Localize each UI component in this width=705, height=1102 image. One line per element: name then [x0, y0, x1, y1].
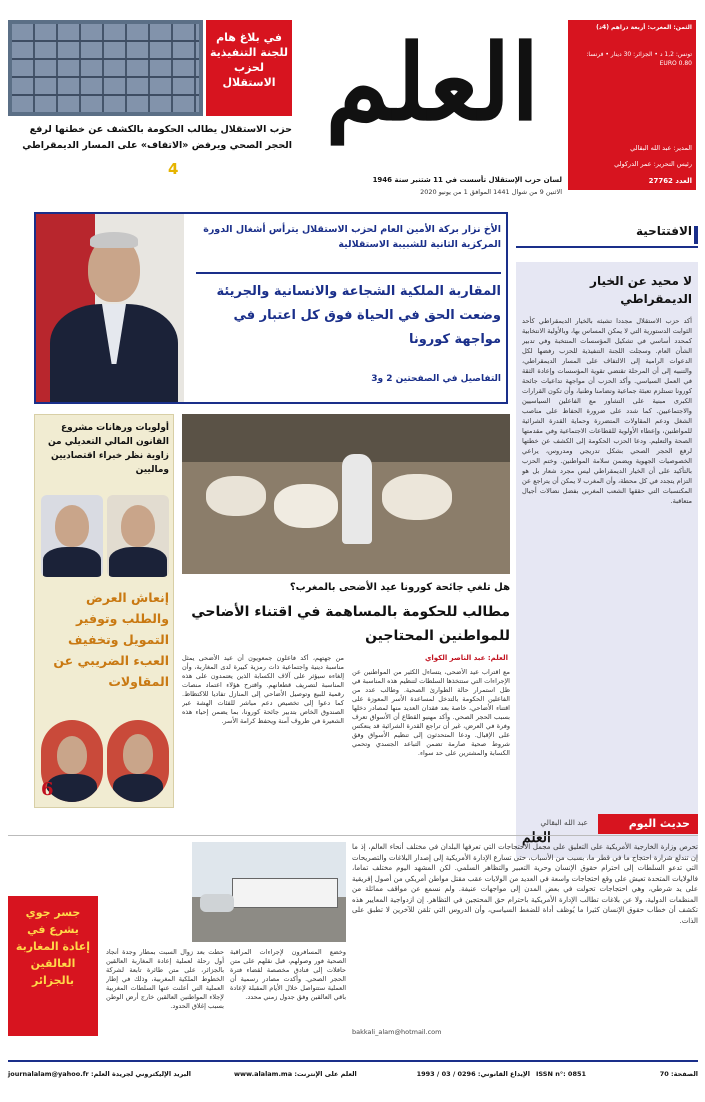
- bus: [232, 878, 338, 908]
- editorial-tab: [694, 226, 698, 244]
- finance-photo-pair: [41, 495, 169, 577]
- sheep-2: [274, 484, 338, 528]
- sheep-body-left: من جهتهم، أكد فاعلون جمعويون أن عيد الأضحى يمثل مناسبة دينية واجتماعية ذات رمزية كبيرة لدى المغاربة، وأن إلغاءه سيؤثر على آلاف الكسابة الذين يعتمدون على هذه المناسبة لتصريف قطعانهم. واقترح هؤلاء اعتماد منصات رقمية للبيع وتوصيل الأضاحي إلى المنازل تفاديا للاكتظاظ. كما دعوا إلى تخصيص دعم مباشر للفئات الهشة عبر الصندوق الخاص بتدبير جائحة كورونا، بما يضمن إحياء هذه الشعيرة في ظروف آمنة ويحفظ كرامة الأسر.: [182, 654, 344, 725]
- bus-photo: [192, 842, 346, 942]
- face: [57, 736, 87, 774]
- tagline: لسان حزب الإستقلال تأسست في 11 شتنبر سنة 1946: [372, 176, 562, 184]
- teaser-badge-text: في بلاغ هام للجنة التنفيذية لحزب الاستقلال: [210, 31, 288, 89]
- column-label: حديث اليوم: [598, 814, 698, 834]
- face: [123, 734, 153, 774]
- lead-kicker: الأخ نزار بركة الأمين العام لحزب الاستقلال يترأس أشغال الدورة المركزية الثانية للشبيبة الاستقلالية: [203, 224, 501, 250]
- finance-page-number: 6: [41, 779, 54, 800]
- portrait-bottom-right: [107, 720, 169, 802]
- sheep-body-right: مع اقتراب عيد الأضحى، يتساءل الكثير من المواطنين عن الإجراءات التي ستتخذها السلطات لتنظيم هذه المناسبة في ظل استمرار حالة الطوارئ الصحية. وطالب عدد من الفاعلين الحكومة بالتدخل لمساعدة الأسر المعوزة على اقتناء الأضاحي، خاصة بعد فقدان العديد منها لمصادر دخلها بسبب الحجر الصحي. وأكد مهنيو القطاع أن الأسواق تعرف وفرة في العرض، غير أن تراجع القدرة الشرائية قد ينعكس على الإقبال. ودعا المتحدثون إلى تنظيم الأسواق وفق شروط صحية صارمة تضمن التباعد الجسدي وتحمي الكسابة والمشترين على حد سواء.: [352, 668, 510, 757]
- sheep-3: [382, 474, 452, 520]
- lead-headline: المقاربة الملكية الشجاعة والانسانية والجريئة وضعت الحق في الحياة فوق كل اعتبار في مواجهة كورونا: [216, 284, 501, 347]
- suit: [47, 774, 97, 802]
- finance-subhead: إنعاش العرض والطلب وتوفير التمويل وتخفيف العبء الضريبي عن المقاولات: [53, 590, 169, 689]
- column: [8, 812, 698, 1042]
- sheep-story: [182, 414, 510, 808]
- shepherd: [342, 454, 372, 544]
- column-author: عبد الله البقالي: [540, 818, 588, 827]
- sheep-byline: العلم: عبد الناصر الكواي: [424, 654, 508, 662]
- portrait-left: [41, 495, 103, 577]
- price-panel: [568, 20, 696, 190]
- issue-label: العدد 27762: [648, 177, 692, 185]
- teaser-block: [8, 20, 293, 180]
- column-header: [8, 812, 698, 836]
- lead-pages-ref: التفاصيل في الصفحتين 2 و3: [371, 374, 501, 384]
- face: [55, 505, 89, 547]
- date-line: الاثنين 9 من شوال 1441 الموافق 1 من يونيو 2020: [420, 188, 562, 196]
- footer-page: الصفحة: 70: [659, 1070, 698, 1078]
- finance-headline: أولويات ورهانات مشروع القانون المالي التعديلي من زاوية نظر خبراء اقتصاديين وماليين: [47, 423, 169, 475]
- editorial-section-header: [516, 220, 698, 248]
- footer-issn: ISSN n°: 0851: [536, 1070, 587, 1078]
- airlift-box: [8, 896, 98, 1036]
- lead-divider: [196, 272, 501, 274]
- masthead: [0, 0, 705, 212]
- footer-website: العلم على الإنترنت: www.alalam.ma: [234, 1070, 357, 1078]
- car: [200, 894, 234, 912]
- footer-email: البريد الإليكتروني لجريدة العلم: journalalam@yahoo.fr: [8, 1070, 191, 1078]
- footer-legal: الإيداع القانوني: 0296 / 03 / 1993: [416, 1070, 530, 1078]
- finance-box: [34, 414, 174, 808]
- editorial-box: [516, 262, 698, 858]
- teaser-headline: حزب الاستقلال يطالب الحكومة بالكشف عن خطتها لرفع الحجر الصحي ويرفض «الاتفاف» على المسار الديمقراطي: [22, 124, 292, 151]
- airlift-body-right: حطت بعد زوال السبت بمطار وجدة أنجاد أول رحلة لعملية إعادة المغاربة العالقين بالجزائر، على متن طائرة تابعة لشركة الخطوط الملكية المغربية، وذلك في إطار العملية التي أعلنت عنها السلطات المغربية لإجلاء المواطنين العالقين خارج أرض الوطن بسبب إغلاق الحدود.: [106, 948, 224, 1010]
- column-body: تحرص وزارة الخارجية الأمريكية على التعليق على مجمل الاحتجاجات التي تعرفها البلدان في مختلف أنحاء العالم، إذ ما إن تندلع شرارة احتجاج ما في قطر ما، بسبب من الأسباب، حتى تسارع الإدارة الأمريكية إلى إصدار البلاغات والتصريحات التي تدعو السلطات إلى احترام حقوق الإنسان وحرية التعبير والتظاهر السلمي. لكن المشهد اليوم مختلف تماما، فالولايات المتحدة تعيش على وقع احتجاجات واسعة في العديد من الولايات عقب مقتل مواطن أمريكي من أصول إفريقية على يد شرطي، وهي احتجاجات تحولت في بعض المدن إلى مواجهات عنيفة. ولم نسمع عن مواقف مماثلة من المنظمات الدولية، ولا عن بلاغات تطالب الإدارة الأمريكية باحترام حق المحتجين في التظاهر. إن ازدواجية المعايير هذه تكشف أن خطاب حقوق الإنسان كثيرا ما يُوظف أداة للضغط السياسي، وأن الدروس التي تلقن للآخرين لا تطبق على الذات.: [352, 843, 698, 925]
- video-grid-rows: [12, 24, 199, 112]
- portrait-right: [107, 495, 169, 577]
- editorial: [516, 220, 698, 860]
- column-email: bakkali_alam@hotmail.com: [352, 1028, 442, 1036]
- editorial-signature-logo: العلم: [522, 830, 551, 846]
- video-conference-photo: [8, 20, 203, 116]
- sheep-photo: [182, 414, 510, 574]
- teaser-badge: [206, 20, 292, 116]
- editorial-title: لا محيد عن الخيار الديمقراطي: [590, 274, 692, 306]
- suit: [113, 774, 163, 802]
- sheep-headline: مطالب للحكومة بالمساهمة في اقتناء الأضاحي للمواطنين المحتاجين: [191, 604, 510, 644]
- editorial-body: أكد حزب الاستقلال مجددا تشبثه بالخيار الديمقراطي كأحد الثوابت الدستورية التي لا يمكن المساس بها، وبالأولية الانتخابية كمحدد أساسي في تشكيل المؤسسات المنتخبة وفي تدبير الشأن العام. وسجلت اللجنة التنفيذية للحزب رفضها لكل الدعوات الرامية إلى الالتفاف على المسار الديمقراطي، والتنبيه إلى أن المرحلة تقتضي تقوية المؤسسات وإعادة الثقة في العمل السياسي. وأكد الحزب أن مواجهة تداعيات جائحة كورونا تستلزم تعبئة جماعية وتضامنا وطنيا، وأن تكون القرارات الكبرى مبنية على التشاور مع الفاعلين السياسيين والاجتماعيين. كما شدد على ضرورة الحفاظ على مناصب الشغل ودعم المقاولات المتضررة وحماية القدرة الشرائية للمواطنين، وإعطاء الأولوية للقطاعات الاجتماعية وفي مقدمتها الصحة والتعليم. ودعا الحزب الحكومة إلى الكشف عن خطتها لرفع الحجر الصحي بشكل تدريجي ومدروس، يراعي الخصوصيات الجهوية ويضمن سلامة المواطنين. وختم الحزب بالتأكيد على أن الخيار الديمقراطي ليس مجرد شعار بل هو التزام يتجدد في كل محطة، وأن المغرب لا يمكن أن يتراجع عن المكتسبات التي حققها الشعب المغربي بفضل نضالات أجيال متعاقبة.: [522, 317, 692, 505]
- teaser-page-number: 4: [168, 160, 179, 178]
- suit: [43, 547, 101, 577]
- foreign-price: تونس: 1,2 د • الجزائر: 30 دينار • فرنسا: 0.80 EURO: [586, 51, 692, 67]
- airlift-headline: جسر جوي يشرع في إعادة المغاربة العالقين بالجزائر: [15, 906, 91, 987]
- price-label: الثمن: المغرب: أربعة دراهم (4د): [596, 24, 692, 31]
- lead-story: [34, 212, 508, 404]
- portrait-photo: [36, 214, 184, 402]
- editor-label: رئيس التحرير: عمر الدركولي: [614, 160, 692, 168]
- sheep-1: [206, 476, 266, 516]
- hair: [90, 232, 138, 248]
- editorial-section-label: الافتتاحية: [635, 224, 692, 238]
- suit: [109, 547, 167, 577]
- director-label: المدير: عبد الله البقالي: [630, 144, 692, 152]
- logo: العلم: [325, 21, 540, 144]
- face: [121, 505, 155, 547]
- airlift-body-left: وخضع المسافرون لإجراءات المراقبة الصحية فور وصولهم، قبل نقلهم على متن حافلات إلى فنادق مخصصة لقضاء فترة الحجر الصحي. وأكدت مصادر رسمية أن العملية ستتواصل خلال الأيام المقبلة لإعادة باقي العالقين وفق جدول زمني محدد.: [230, 948, 346, 1001]
- sheep-question: هل تلغي جائحة كورونا عيد الأضحى بالمغرب؟: [289, 582, 510, 593]
- finance-photo-pair-bottom: [41, 720, 169, 802]
- footer: [8, 1060, 698, 1094]
